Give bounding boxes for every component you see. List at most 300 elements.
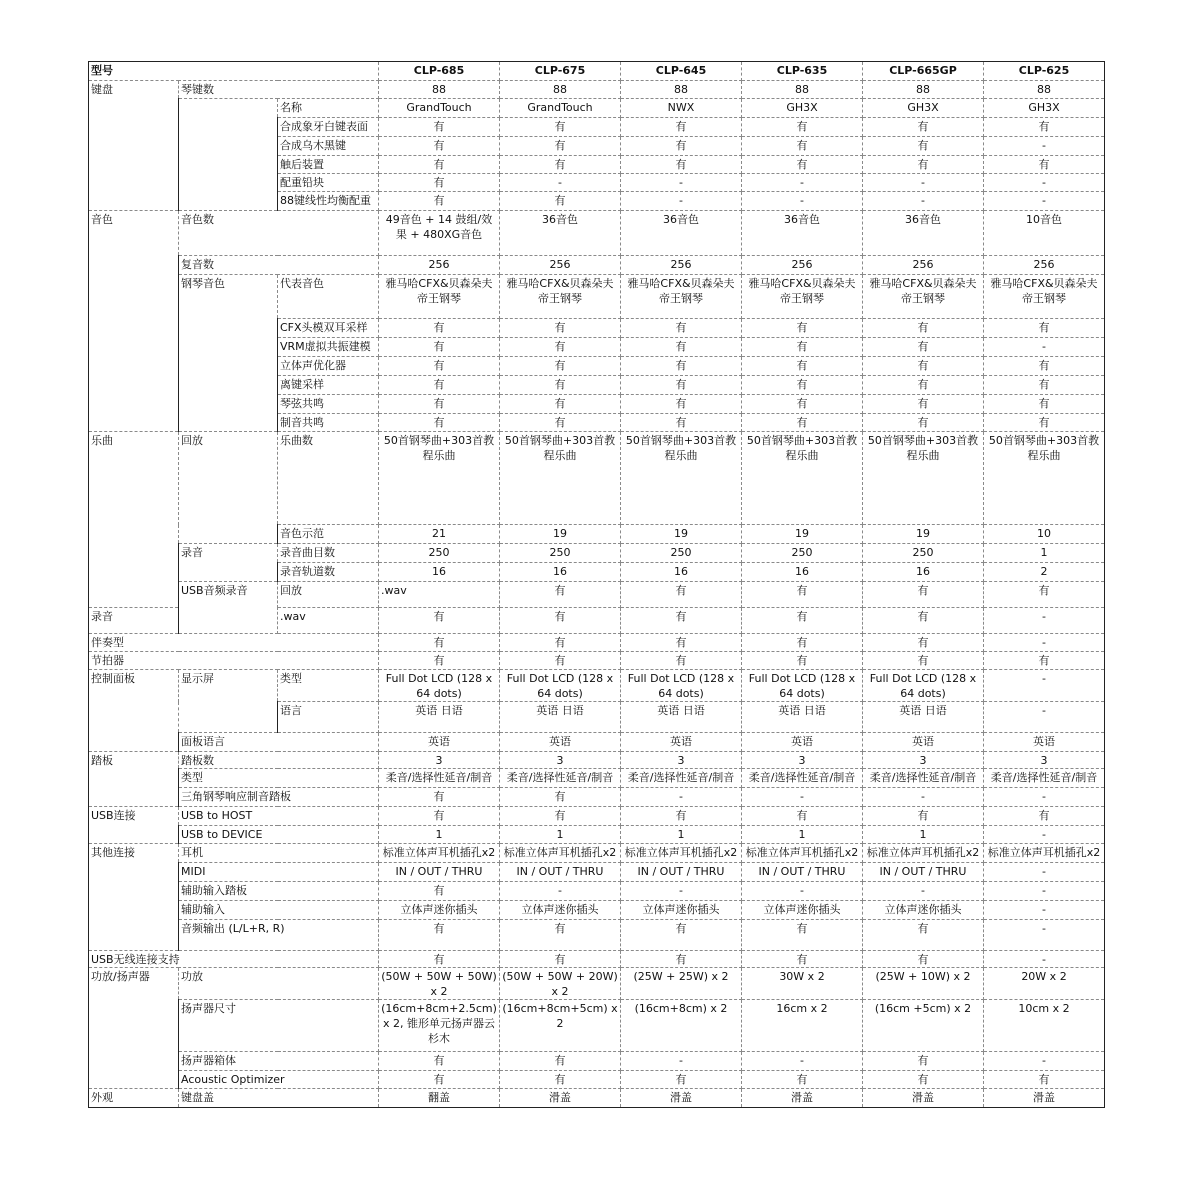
category-cell: 键盘 xyxy=(89,81,179,211)
value-cell: - xyxy=(984,951,1105,968)
spec-row xyxy=(89,1089,1105,1108)
spec-row xyxy=(89,920,1105,951)
value-cell: 有 xyxy=(500,652,621,670)
value-cell: 有 xyxy=(500,1071,621,1089)
value-cell: - xyxy=(863,788,984,807)
value-cell: 标准立体声耳机插孔x2 xyxy=(742,844,863,863)
value-cell: - xyxy=(984,634,1105,652)
value-cell: 30W x 2 xyxy=(742,968,863,1000)
value-cell: 1 xyxy=(742,826,863,844)
value-cell: 有 xyxy=(500,951,621,968)
value-cell: 英语 xyxy=(742,733,863,752)
value-cell: 88 xyxy=(863,81,984,99)
value-cell: 柔音/选择性延音/制音 xyxy=(742,769,863,788)
value-cell: - xyxy=(742,174,863,192)
value-cell: 有 xyxy=(500,608,621,634)
subcategory-cell: 复音数 xyxy=(179,256,379,275)
value-cell: 有 xyxy=(863,137,984,156)
value-cell: 50首钢琴曲+303首教程乐曲 xyxy=(621,432,742,525)
value-cell: 立体声迷你插头 xyxy=(500,901,621,920)
value-cell: 250 xyxy=(621,544,742,563)
spec-row xyxy=(89,1000,1105,1052)
value-cell: IN / OUT / THRU xyxy=(742,863,863,882)
value-cell: 有 xyxy=(742,395,863,414)
header-row xyxy=(89,62,1105,81)
value-cell: 有 xyxy=(379,1071,500,1089)
spec-row xyxy=(89,582,1105,608)
value-cell: 柔音/选择性延音/制音 xyxy=(500,769,621,788)
item-cell: 88键线性均衡配重 xyxy=(278,192,379,211)
value-cell: 有 xyxy=(863,319,984,338)
value-cell: 1 xyxy=(621,826,742,844)
spec-row xyxy=(89,826,1105,844)
value-cell: 有 xyxy=(984,395,1105,414)
value-cell: 19 xyxy=(621,525,742,544)
item-cell: .wav xyxy=(379,582,500,608)
subcategory-cell: 回放 xyxy=(179,432,278,544)
value-cell: 有 xyxy=(984,1071,1105,1089)
value-cell: 立体声迷你插头 xyxy=(621,901,742,920)
value-cell: 20W x 2 xyxy=(984,968,1105,1000)
subcategory-cell: 键盘盖 xyxy=(179,1089,379,1108)
value-cell: 有 xyxy=(742,608,863,634)
value-cell: 滑盖 xyxy=(621,1089,742,1108)
value-cell: - xyxy=(621,882,742,901)
value-cell: 有 xyxy=(742,652,863,670)
subcategory-cell: 耳机 xyxy=(179,844,379,863)
value-cell: 有 xyxy=(379,882,500,901)
value-cell: 36音色 xyxy=(500,211,621,256)
value-cell: 有 xyxy=(500,582,621,608)
value-cell: 1 xyxy=(500,826,621,844)
value-cell: 有 xyxy=(621,137,742,156)
value-cell: 雅马哈CFX&贝森朵夫帝王钢琴 xyxy=(621,275,742,319)
value-cell: 256 xyxy=(621,256,742,275)
value-cell: 有 xyxy=(863,634,984,652)
item-cell: 合成乌木黑键 xyxy=(278,137,379,156)
value-cell: - xyxy=(984,137,1105,156)
value-cell: 有 xyxy=(500,634,621,652)
value-cell: - xyxy=(984,882,1105,901)
value-cell: 有 xyxy=(500,807,621,826)
value-cell: (25W + 25W) x 2 xyxy=(621,968,742,1000)
item-cell: 合成象牙白键表面 xyxy=(278,118,379,137)
value-cell: 柔音/选择性延音/制音 xyxy=(984,769,1105,788)
value-cell: 柔音/选择性延音/制音 xyxy=(863,769,984,788)
model-label: 型号 xyxy=(89,62,379,81)
value-cell: 10 xyxy=(984,525,1105,544)
value-cell: - xyxy=(863,882,984,901)
value-cell: 英语 xyxy=(863,733,984,752)
value-cell: - xyxy=(742,882,863,901)
spec-row xyxy=(89,1052,1105,1071)
value-cell: 有 xyxy=(863,414,984,432)
item-cell: 立体声优化器 xyxy=(278,357,379,376)
value-cell: 有 xyxy=(863,1071,984,1089)
model-name: CLP-625 xyxy=(984,62,1105,81)
value-cell: 立体声迷你插头 xyxy=(863,901,984,920)
value-cell: - xyxy=(984,788,1105,807)
spec-row xyxy=(89,1071,1105,1089)
value-cell: 有 xyxy=(621,156,742,174)
value-cell: 1 xyxy=(984,544,1105,563)
item-cell: 语言 xyxy=(278,702,379,733)
value-cell: 49音色 + 14 鼓组/效果 + 480XG音色 xyxy=(379,211,500,256)
value-cell: 有 xyxy=(742,807,863,826)
value-cell: 有 xyxy=(379,338,500,357)
spec-row xyxy=(89,844,1105,863)
value-cell: 有 xyxy=(984,118,1105,137)
spec-row xyxy=(89,670,1105,702)
value-cell: 有 xyxy=(500,137,621,156)
value-cell: 有 xyxy=(742,156,863,174)
value-cell: 有 xyxy=(379,319,500,338)
category-cell: USB音频录音 xyxy=(179,582,278,634)
spec-table xyxy=(88,61,1105,1108)
value-cell: - xyxy=(984,920,1105,951)
value-cell: 有 xyxy=(863,395,984,414)
value-cell: 有 xyxy=(742,137,863,156)
value-cell: (25W + 10W) x 2 xyxy=(863,968,984,1000)
category-cell: USB无线连接支持 xyxy=(89,951,379,968)
value-cell: IN / OUT / THRU xyxy=(621,863,742,882)
value-cell: Full Dot LCD (128 x 64 dots) xyxy=(742,670,863,702)
value-cell: 有 xyxy=(379,174,500,192)
value-cell: 有 xyxy=(621,1071,742,1089)
value-cell: 有 xyxy=(742,1071,863,1089)
value-cell: 有 xyxy=(863,608,984,634)
category-cell: 踏板 xyxy=(89,752,179,807)
value-cell: 有 xyxy=(742,357,863,376)
value-cell: 英语 xyxy=(621,733,742,752)
model-name: CLP-685 xyxy=(379,62,500,81)
value-cell: 柔音/选择性延音/制音 xyxy=(621,769,742,788)
value-cell: 256 xyxy=(742,256,863,275)
value-cell: 36音色 xyxy=(863,211,984,256)
value-cell: 256 xyxy=(984,256,1105,275)
value-cell: 有 xyxy=(984,156,1105,174)
value-cell: 3 xyxy=(621,752,742,769)
value-cell: 英语 日语 xyxy=(742,702,863,733)
value-cell: GrandTouch xyxy=(500,99,621,118)
spec-row xyxy=(89,882,1105,901)
spec-table-body xyxy=(89,62,1105,1108)
value-cell: 有 xyxy=(742,920,863,951)
value-cell: 有 xyxy=(742,951,863,968)
spec-row xyxy=(89,752,1105,769)
spec-row xyxy=(89,968,1105,1000)
value-cell: 雅马哈CFX&贝森朵夫帝王钢琴 xyxy=(984,275,1105,319)
value-cell: 雅马哈CFX&贝森朵夫帝王钢琴 xyxy=(379,275,500,319)
item-cell: .wav xyxy=(278,608,379,634)
value-cell: 2 xyxy=(984,563,1105,582)
value-cell: Full Dot LCD (128 x 64 dots) xyxy=(500,670,621,702)
value-cell: 雅马哈CFX&贝森朵夫帝王钢琴 xyxy=(863,275,984,319)
value-cell: 256 xyxy=(500,256,621,275)
category-cell: USB连接 xyxy=(89,807,179,844)
value-cell: 有 xyxy=(621,634,742,652)
value-cell: 10音色 xyxy=(984,211,1105,256)
value-cell: 英语 日语 xyxy=(863,702,984,733)
category-cell: 伴奏型 xyxy=(89,634,379,652)
value-cell: 有 xyxy=(379,395,500,414)
value-cell: 16 xyxy=(500,563,621,582)
value-cell: - xyxy=(984,174,1105,192)
value-cell: 有 xyxy=(379,118,500,137)
value-cell: 有 xyxy=(742,414,863,432)
value-cell: 有 xyxy=(379,414,500,432)
item-cell: 名称 xyxy=(278,99,379,118)
value-cell: 有 xyxy=(863,582,984,608)
item-cell: 乐曲数 xyxy=(278,432,379,525)
value-cell: 3 xyxy=(500,752,621,769)
value-cell: - xyxy=(984,338,1105,357)
value-cell: 英语 xyxy=(379,733,500,752)
value-cell: 滑盖 xyxy=(984,1089,1105,1108)
value-cell: - xyxy=(500,882,621,901)
value-cell: 250 xyxy=(379,544,500,563)
value-cell: Full Dot LCD (128 x 64 dots) xyxy=(379,670,500,702)
value-cell: 有 xyxy=(379,376,500,395)
category-cell: 其他连接 xyxy=(89,844,179,951)
value-cell: 有 xyxy=(742,118,863,137)
item-cell: CFX头模双耳采样 xyxy=(278,319,379,338)
value-cell: GH3X xyxy=(863,99,984,118)
value-cell: 有 xyxy=(621,357,742,376)
value-cell: 50首钢琴曲+303首教程乐曲 xyxy=(742,432,863,525)
item-cell: 配重铅块 xyxy=(278,174,379,192)
subcategory-cell: USB to HOST xyxy=(179,807,379,826)
value-cell: 有 xyxy=(500,376,621,395)
spec-row xyxy=(89,81,1105,99)
value-cell: 有 xyxy=(863,156,984,174)
value-cell: 有 xyxy=(984,652,1105,670)
subcategory-cell: 辅助输入 xyxy=(179,901,379,920)
spec-row xyxy=(89,275,1105,319)
value-cell: 有 xyxy=(621,338,742,357)
subcategory-cell: Acoustic Optimizer xyxy=(179,1071,379,1089)
value-cell: 立体声迷你插头 xyxy=(742,901,863,920)
value-cell: 50首钢琴曲+303首教程乐曲 xyxy=(500,432,621,525)
category-cell: 节拍器 xyxy=(89,652,379,670)
value-cell: 有 xyxy=(379,608,500,634)
value-cell: NWX xyxy=(621,99,742,118)
value-cell: - xyxy=(621,174,742,192)
value-cell: - xyxy=(500,174,621,192)
item-cell: 触后装置 xyxy=(278,156,379,174)
value-cell: 有 xyxy=(621,807,742,826)
value-cell: 标准立体声耳机插孔x2 xyxy=(863,844,984,863)
value-cell: 有 xyxy=(500,357,621,376)
value-cell: 有 xyxy=(500,414,621,432)
value-cell: - xyxy=(621,1052,742,1071)
spec-row xyxy=(89,951,1105,968)
value-cell: 19 xyxy=(742,525,863,544)
value-cell: 21 xyxy=(379,525,500,544)
value-cell: 标准立体声耳机插孔x2 xyxy=(500,844,621,863)
value-cell: 有 xyxy=(621,376,742,395)
value-cell: 1 xyxy=(863,826,984,844)
value-cell: - xyxy=(984,1052,1105,1071)
value-cell: 有 xyxy=(379,807,500,826)
value-cell: 50首钢琴曲+303首教程乐曲 xyxy=(379,432,500,525)
value-cell: 有 xyxy=(984,414,1105,432)
value-cell: 有 xyxy=(379,1052,500,1071)
spec-row xyxy=(89,634,1105,652)
value-cell: 有 xyxy=(863,376,984,395)
value-cell: 有 xyxy=(863,920,984,951)
value-cell: 英语 日语 xyxy=(621,702,742,733)
value-cell: 88 xyxy=(742,81,863,99)
value-cell: 88 xyxy=(379,81,500,99)
value-cell: 有 xyxy=(742,634,863,652)
value-cell: 有 xyxy=(621,951,742,968)
spec-row xyxy=(89,544,1105,563)
value-cell: 16cm x 2 xyxy=(742,1000,863,1052)
value-cell: - xyxy=(984,901,1105,920)
value-cell: - xyxy=(863,192,984,211)
item-cell: 代表音色 xyxy=(278,275,379,319)
value-cell: 有 xyxy=(863,357,984,376)
value-cell: - xyxy=(984,670,1105,702)
subcategory-cell: 扬声器箱体 xyxy=(179,1052,379,1071)
value-cell: 88 xyxy=(621,81,742,99)
value-cell: 有 xyxy=(500,1052,621,1071)
value-cell: 250 xyxy=(742,544,863,563)
spec-row xyxy=(89,788,1105,807)
value-cell: 有 xyxy=(863,807,984,826)
spec-row xyxy=(89,901,1105,920)
value-cell: 有 xyxy=(379,652,500,670)
spec-row xyxy=(89,652,1105,670)
value-cell: 有 xyxy=(621,395,742,414)
subcategory-cell: 辅助输入踏板 xyxy=(179,882,379,901)
value-cell: 有 xyxy=(379,634,500,652)
value-cell: - xyxy=(984,702,1105,733)
spec-row xyxy=(89,432,1105,525)
value-cell: 16 xyxy=(742,563,863,582)
value-cell: 有 xyxy=(621,582,742,608)
value-cell: 有 xyxy=(500,788,621,807)
value-cell: - xyxy=(742,1052,863,1071)
value-cell: (16cm +5cm) x 2 xyxy=(863,1000,984,1052)
value-cell: 有 xyxy=(500,118,621,137)
value-cell: GH3X xyxy=(742,99,863,118)
value-cell: 1 xyxy=(379,826,500,844)
value-cell: 有 xyxy=(621,652,742,670)
value-cell: IN / OUT / THRU xyxy=(500,863,621,882)
value-cell: 标准立体声耳机插孔x2 xyxy=(984,844,1105,863)
spec-row xyxy=(89,256,1105,275)
value-cell: 有 xyxy=(742,582,863,608)
value-cell: 有 xyxy=(863,652,984,670)
value-cell: 有 xyxy=(379,788,500,807)
model-name: CLP-645 xyxy=(621,62,742,81)
value-cell: 3 xyxy=(863,752,984,769)
item-cell: 制音共鸣 xyxy=(278,414,379,432)
subcategory-cell xyxy=(179,99,278,211)
value-cell: 有 xyxy=(379,137,500,156)
value-cell: 16 xyxy=(863,563,984,582)
value-cell: 88 xyxy=(984,81,1105,99)
subcategory-cell: 类型 xyxy=(179,769,379,788)
value-cell: (16cm+8cm+2.5cm) x 2, 锥形单元扬声器云杉木 xyxy=(379,1000,500,1052)
value-cell: 英语 日语 xyxy=(500,702,621,733)
value-cell: 50首钢琴曲+303首教程乐曲 xyxy=(863,432,984,525)
model-name: CLP-635 xyxy=(742,62,863,81)
value-cell: 有 xyxy=(742,319,863,338)
value-cell: - xyxy=(984,608,1105,634)
item-cell: 类型 xyxy=(278,670,379,702)
spec-row xyxy=(89,733,1105,752)
value-cell: 有 xyxy=(863,1052,984,1071)
spec-row xyxy=(89,863,1105,882)
value-cell: - xyxy=(621,788,742,807)
subcategory-cell: 踏板数 xyxy=(179,752,379,769)
value-cell: - xyxy=(621,192,742,211)
value-cell: 滑盖 xyxy=(742,1089,863,1108)
subcategory-cell: MIDI xyxy=(179,863,379,882)
value-cell: 有 xyxy=(379,192,500,211)
value-cell: 英语 xyxy=(984,733,1105,752)
value-cell: 有 xyxy=(984,807,1105,826)
subcategory-cell: 回放 xyxy=(278,582,379,608)
spec-row xyxy=(89,99,1105,118)
value-cell: 标准立体声耳机插孔x2 xyxy=(621,844,742,863)
value-cell: GrandTouch xyxy=(379,99,500,118)
value-cell: 滑盖 xyxy=(500,1089,621,1108)
value-cell: 滑盖 xyxy=(863,1089,984,1108)
value-cell: 有 xyxy=(863,118,984,137)
value-cell: 256 xyxy=(379,256,500,275)
value-cell: 36音色 xyxy=(621,211,742,256)
subcategory-cell: 显示屏 xyxy=(179,670,278,733)
value-cell: 10cm x 2 xyxy=(984,1000,1105,1052)
value-cell: 雅马哈CFX&贝森朵夫帝王钢琴 xyxy=(500,275,621,319)
value-cell: 有 xyxy=(621,319,742,338)
category-cell: 音色 xyxy=(89,211,179,432)
value-cell: 有 xyxy=(500,395,621,414)
value-cell: 36音色 xyxy=(742,211,863,256)
value-cell: 有 xyxy=(863,951,984,968)
value-cell: 有 xyxy=(984,357,1105,376)
value-cell: 有 xyxy=(984,376,1105,395)
value-cell: (16cm+8cm) x 2 xyxy=(621,1000,742,1052)
category-cell: 乐曲 xyxy=(89,432,179,608)
value-cell: 50首钢琴曲+303首教程乐曲 xyxy=(984,432,1105,525)
value-cell: 立体声迷你插头 xyxy=(379,901,500,920)
spec-row xyxy=(89,211,1105,256)
value-cell: IN / OUT / THRU xyxy=(379,863,500,882)
spec-row xyxy=(89,807,1105,826)
value-cell: - xyxy=(984,192,1105,211)
value-cell: - xyxy=(863,174,984,192)
value-cell: 有 xyxy=(863,338,984,357)
value-cell: (50W + 50W + 20W) x 2 xyxy=(500,968,621,1000)
value-cell: 有 xyxy=(984,582,1105,608)
value-cell: 有 xyxy=(742,376,863,395)
category-cell: 功放/扬声器 xyxy=(89,968,179,1089)
value-cell: IN / OUT / THRU xyxy=(863,863,984,882)
value-cell: 有 xyxy=(379,357,500,376)
value-cell: 16 xyxy=(621,563,742,582)
value-cell: 有 xyxy=(742,338,863,357)
subcategory-cell: 音色数 xyxy=(179,211,379,256)
value-cell: 雅马哈CFX&贝森朵夫帝王钢琴 xyxy=(742,275,863,319)
value-cell: 19 xyxy=(500,525,621,544)
value-cell: 英语 xyxy=(500,733,621,752)
value-cell: 有 xyxy=(621,608,742,634)
